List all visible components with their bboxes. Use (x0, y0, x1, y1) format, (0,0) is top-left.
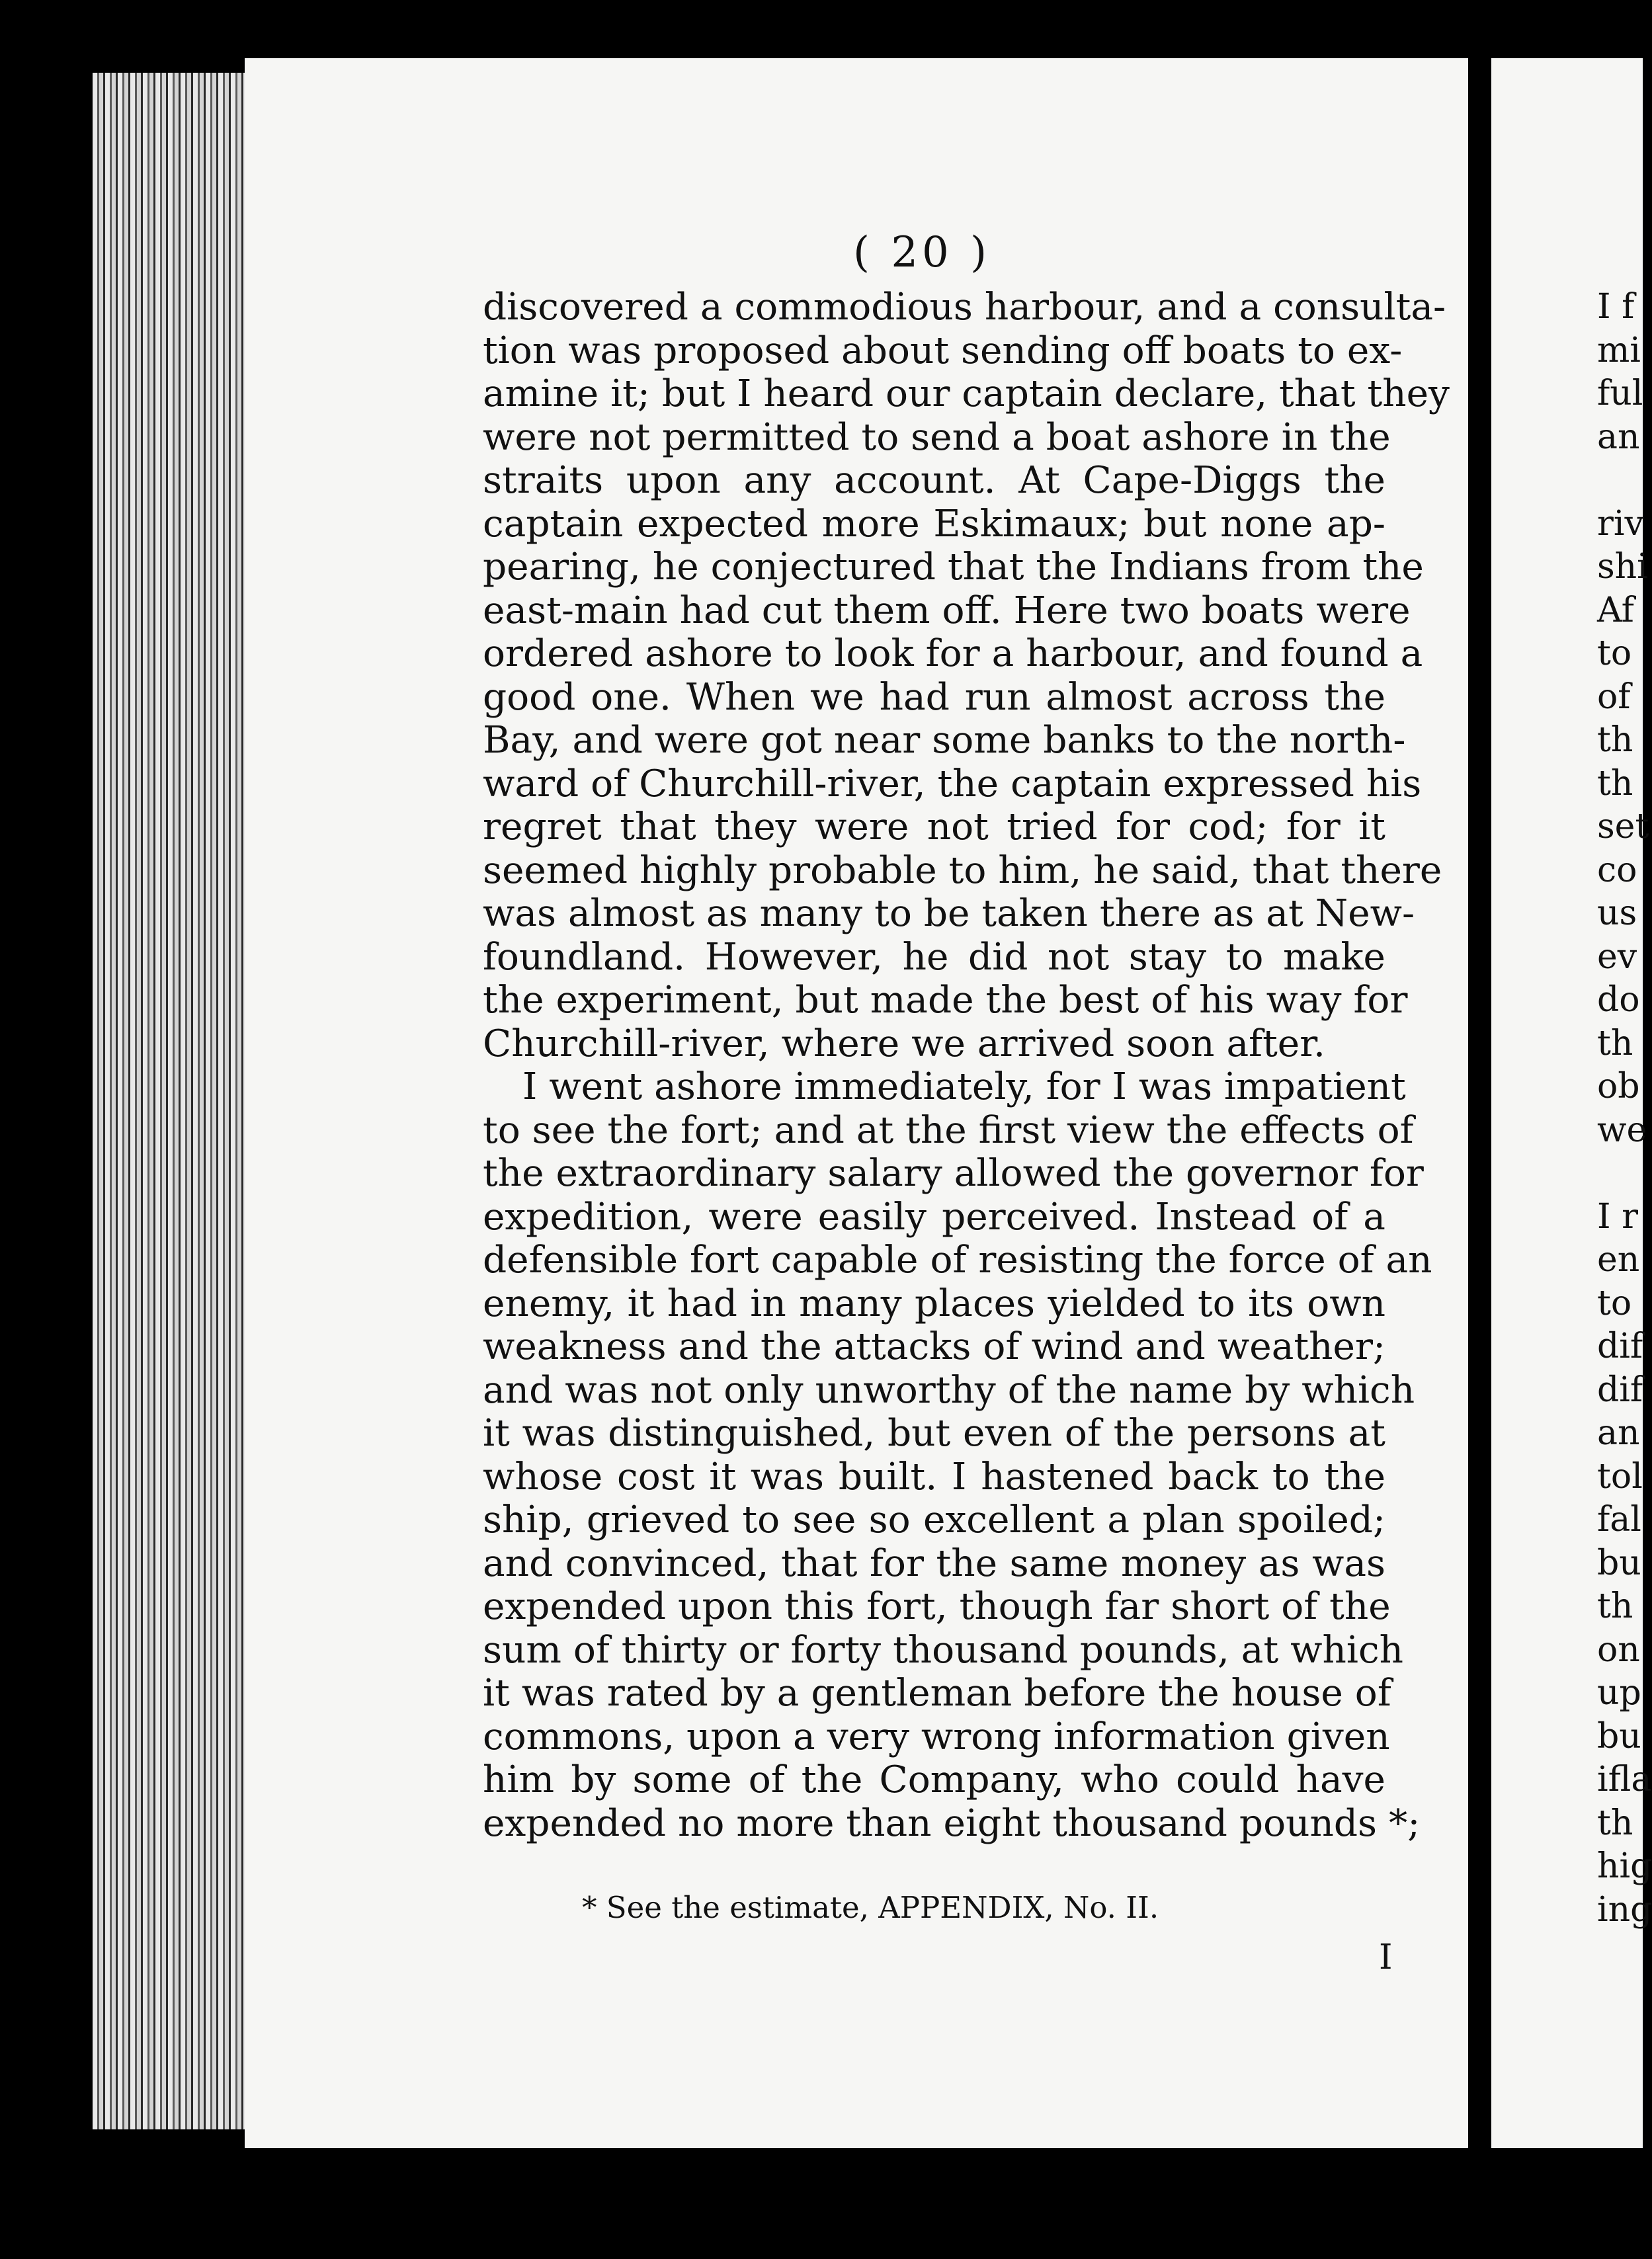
facing-page-fragment: mi (1597, 330, 1641, 370)
facing-page-text (1597, 286, 1652, 1932)
facing-page-fragment: to (1597, 634, 1632, 673)
facing-page-fragment: dif (1597, 1327, 1643, 1366)
text-line: ward of Churchill-river, the captain expressed his (483, 762, 1422, 805)
text-line: weakness and the attacks of wind and weather; (483, 1325, 1385, 1368)
text-line: amine it; but I heard our captain declare, that they (483, 372, 1450, 415)
facing-page-fragment: bu (1597, 1716, 1641, 1756)
facing-page-fragment: I r (1597, 1196, 1638, 1237)
facing-page-fragment: shi (1597, 547, 1648, 587)
facing-page-fragment: th (1597, 1023, 1633, 1063)
facing-page-fragment: ful (1597, 374, 1643, 413)
text-line: to see the fort; and at the first view the effects of (483, 1108, 1414, 1152)
facing-page-fragment: ifla (1597, 1760, 1652, 1799)
facing-page-fragment (1597, 1152, 1643, 1196)
text-line: him by some of the Company, who could have (483, 1758, 1385, 1801)
facing-page-fragment: hig (1597, 1846, 1652, 1886)
text-line: ship, grieved to see so excellent a plan spoiled; (483, 1499, 1385, 1541)
facing-page-fragment: tol (1597, 1456, 1643, 1497)
facing-page-fragment (1597, 459, 1643, 503)
text-line: east-main had cut them off. Here two boats were (483, 589, 1411, 632)
facing-page-fragment: to (1597, 1283, 1632, 1323)
facing-page-fragment: of (1597, 677, 1631, 717)
catchword: I (1379, 1938, 1393, 1977)
text-line: the extraordinary salary allowed the governor for (483, 1152, 1424, 1195)
text-line: expended upon this fort, though far short of the (483, 1585, 1391, 1628)
facing-page-fragment: bu (1597, 1543, 1641, 1583)
text-line: good one. When we had run almost across the (483, 675, 1385, 719)
page-edges (93, 73, 258, 2129)
text-line: was almost as many to be taken there as at New- (483, 892, 1415, 935)
facing-page-fragment: fal (1597, 1500, 1641, 1540)
text-line: captain expected more Eskimaux; but none ap- (483, 502, 1385, 546)
text-line: enemy, it had in many places yielded to its own (483, 1282, 1385, 1325)
facing-page-fragment: an (1597, 1413, 1640, 1453)
text-line: sum of thirty or forty thousand pounds, at which (483, 1628, 1404, 1672)
text-line: defensible fort capable of resisting the force of an (483, 1239, 1432, 1282)
facing-page-fragment: an (1597, 417, 1640, 457)
text-line: and was not only unworthy of the name by which (483, 1368, 1415, 1412)
text-line: tion was proposed about sending off boats to ex- (483, 329, 1403, 372)
text-line: pearing, he conjectured that the Indians from the (483, 546, 1424, 589)
text-line: foundland. However, he did not stay to make (483, 935, 1385, 979)
text-line: it was distinguished, but even of the persons at (483, 1412, 1385, 1455)
facing-page-fragment: ev (1597, 936, 1637, 977)
facing-page-fragment: dif (1597, 1370, 1643, 1410)
text-line: expended no more than eight thousand pounds *; (483, 1801, 1421, 1845)
text-line: Bay, and were got near some banks to the north- (483, 719, 1406, 762)
text-line: I went ashore immediately, for I was impatient (522, 1065, 1406, 1108)
facing-page-fragment: th (1597, 763, 1633, 803)
text-line: expedition, were easily perceived. Instead of a (483, 1195, 1385, 1239)
facing-page-fragment: th (1597, 1803, 1633, 1843)
text-line: and convinced, that for the same money as was (483, 1541, 1385, 1585)
facing-page-fragment: we (1597, 1110, 1647, 1150)
text-line: it was rated by a gentleman before the house of (483, 1672, 1391, 1715)
footnote: * See the estimate, APPENDIX, No. II. (582, 1890, 1159, 1925)
facing-page-fragment: th (1597, 1586, 1633, 1626)
text-line: discovered a commodious harbour, and a consulta- (483, 286, 1446, 329)
page-number: ( 20 ) (853, 228, 991, 277)
body-text (483, 286, 1450, 1845)
text-line: ordered ashore to look for a harbour, and found a (483, 632, 1423, 675)
text-line: Churchill-river, where we arrived soon after. (483, 1022, 1325, 1065)
text-line: straits upon any account. At Cape-Diggs the (483, 459, 1385, 502)
text-line: seemed highly probable to him, he said, that there (483, 848, 1442, 892)
facing-page-fragment: Af (1597, 590, 1634, 630)
facing-page-fragment: set (1597, 807, 1649, 846)
facing-page-fragment: ing (1597, 1889, 1652, 1930)
facing-page-fragment: co (1597, 850, 1637, 890)
text-line: whose cost it was built. I hastened back to the (483, 1455, 1385, 1499)
facing-page-fragment: up (1597, 1673, 1641, 1713)
facing-page-fragment: do (1597, 980, 1640, 1020)
facing-page-fragment: en (1597, 1240, 1640, 1280)
facing-page-fragment: on (1597, 1629, 1640, 1670)
text-line: the experiment, but made the best of his way for (483, 979, 1408, 1022)
book-gutter (1468, 58, 1492, 2148)
facing-page-fragment: us (1597, 893, 1637, 933)
text-line: were not permitted to send a boat ashore in the (483, 415, 1391, 459)
facing-page-fragment: ob (1597, 1067, 1640, 1106)
facing-page-fragment: riv (1597, 503, 1644, 544)
facing-page-fragment: I f (1597, 287, 1635, 327)
text-line: regret that they were not tried for cod; for it (483, 805, 1385, 848)
text-line: commons, upon a very wrong information given (483, 1715, 1390, 1758)
facing-page-fragment: th (1597, 720, 1633, 760)
